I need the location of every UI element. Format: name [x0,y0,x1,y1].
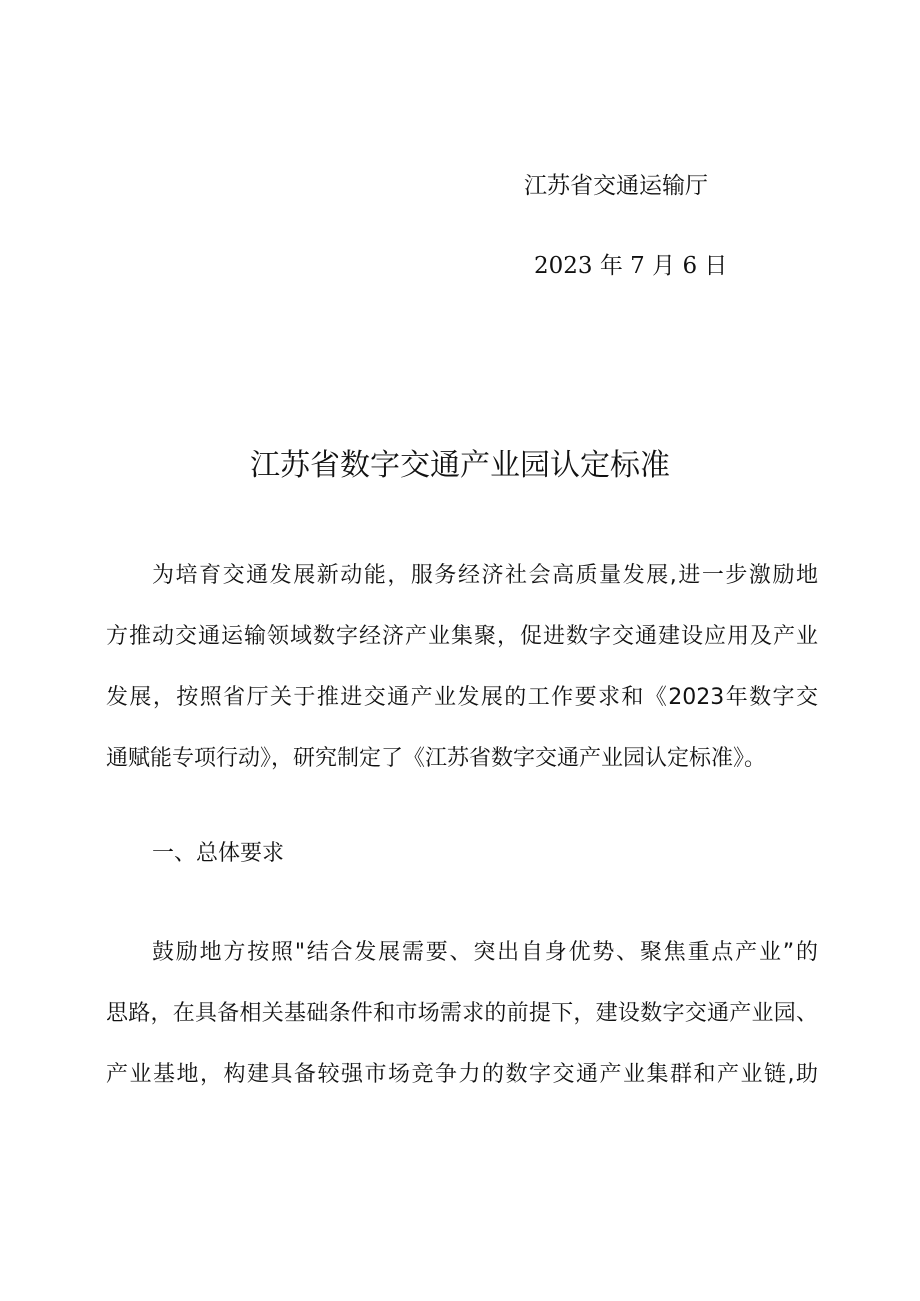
paragraph-line: 通赋能专项行动》，研究制定了《江苏省数字交通产业园认定标准》。 [106,746,767,771]
section-paragraph [106,922,818,1105]
issue-date-year: 2023 [534,253,593,279]
issue-date-year-unit: 年 [592,253,631,279]
paragraph-line: 思路，在具备相关基础条件和市场需求的前提下，建设数字交通产业园、 [106,1001,818,1026]
document-title: 江苏省数字交通产业园认定标准 [250,448,670,483]
issue-date-month-unit: 月 [644,253,683,279]
paragraph-line: 发展，按照省厅关于推进交通产业发展的工作要求和《2023年数字交 [106,685,818,710]
issue-date [534,250,727,282]
issue-date-month: 7 [630,253,645,279]
issuing-organization: 江苏省交通运输厅 [524,173,708,199]
intro-paragraph [106,545,818,789]
section-heading: 一、总体要求 [152,841,285,866]
paragraph-line: 产业基地，构建具备较强市场竞争力的数字交通产业集群和产业链,助 [106,1062,818,1087]
paragraph-line: 方推动交通运输领域数字经济产业集聚，促进数字交通建设应用及产业 [106,624,818,649]
issue-date-day-unit: 日 [697,253,728,279]
issue-date-day: 6 [682,253,698,279]
paragraph-line: 为培育交通发展新动能，服务经济社会高质量发展,进一步激励地 [152,563,818,588]
paragraph-line: 鼓励地方按照"结合发展需要、突出自身优势、聚焦重点产业”的 [152,940,818,965]
